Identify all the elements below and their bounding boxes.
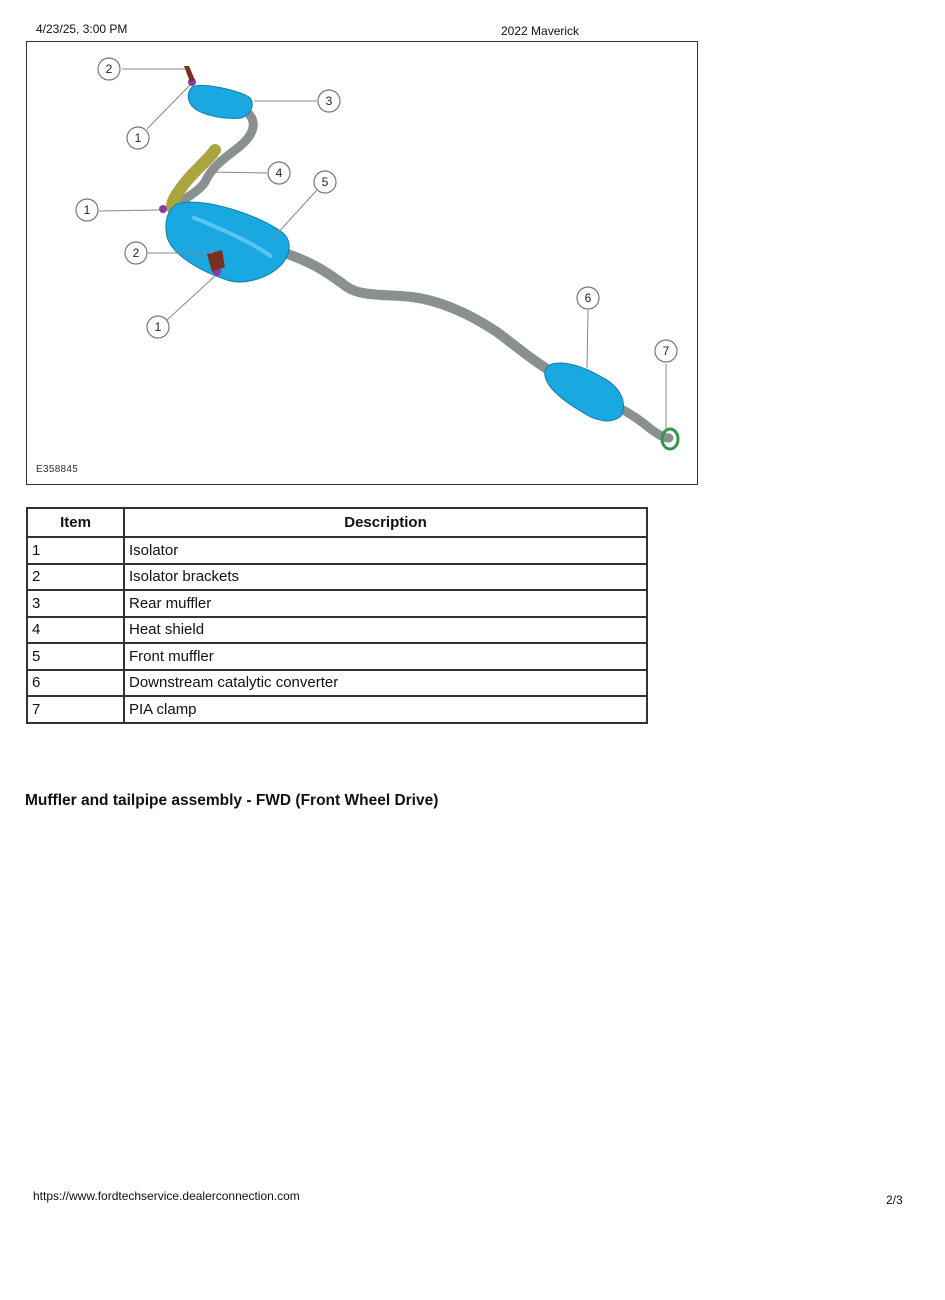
table-row <box>27 670 647 697</box>
callout-1-mid <box>76 199 98 221</box>
item-number: 1 <box>27 537 124 564</box>
item-number: 3 <box>27 590 124 617</box>
svg-text:6: 6 <box>584 291 592 305</box>
section-title: Muffler and tailpipe assembly - FWD (Front Wheel Drive) <box>25 792 439 809</box>
callout-1-bottom <box>147 316 169 338</box>
svg-text:1: 1 <box>83 203 91 217</box>
item-description: Rear muffler <box>124 590 647 617</box>
callout-6 <box>577 287 599 309</box>
svg-text:7: 7 <box>662 344 670 358</box>
callout-4 <box>268 162 290 184</box>
item-description: PIA clamp <box>124 696 647 723</box>
svg-text:2: 2 <box>132 246 140 260</box>
item-description: Isolator brackets <box>124 564 647 591</box>
item-number: 6 <box>27 670 124 697</box>
item-description: Downstream catalytic converter <box>124 670 647 697</box>
parts-table <box>26 507 648 724</box>
table-row <box>27 696 647 723</box>
tail-pipe <box>617 407 669 438</box>
item-number: 7 <box>27 696 124 723</box>
svg-text:1: 1 <box>134 131 142 145</box>
item-description: Isolator <box>124 537 647 564</box>
vehicle-title: 2022 Maverick <box>501 24 580 38</box>
item-number: 4 <box>27 617 124 644</box>
item-number: 5 <box>27 643 124 670</box>
main-pipe <box>282 252 552 372</box>
table-row <box>27 537 647 564</box>
print-datetime: 4/23/25, 3:00 PM <box>36 22 128 36</box>
item-description: Front muffler <box>124 643 647 670</box>
callout-1-top <box>127 127 149 149</box>
figure-id: E358845 <box>36 464 79 475</box>
exhaust-diagram <box>26 41 698 485</box>
svg-text:2: 2 <box>105 62 113 76</box>
catalytic-converter <box>545 363 624 421</box>
svg-text:1: 1 <box>154 320 162 334</box>
callout-2-bottom <box>125 242 147 264</box>
footer-url[interactable]: https://www.fordtechservice.dealerconnection.com <box>33 1189 300 1203</box>
front-muffler <box>166 202 289 282</box>
bracket-top <box>184 66 195 82</box>
header-item: Item <box>27 508 124 537</box>
callout-7 <box>655 340 677 362</box>
table-row <box>27 590 647 617</box>
table-header-row <box>27 508 647 537</box>
rear-muffler <box>188 85 252 118</box>
svg-text:5: 5 <box>321 175 329 189</box>
callout-2-top <box>98 58 120 80</box>
header-description: Description <box>124 508 647 537</box>
svg-text:4: 4 <box>275 166 283 180</box>
item-number: 2 <box>27 564 124 591</box>
isolator-mid <box>159 205 167 213</box>
svg-text:3: 3 <box>325 94 333 108</box>
table-row <box>27 617 647 644</box>
table-row <box>27 564 647 591</box>
callout-3 <box>318 90 340 112</box>
item-description: Heat shield <box>124 617 647 644</box>
callout-5 <box>314 171 336 193</box>
exhaust-illustration <box>27 42 699 486</box>
table-row <box>27 643 647 670</box>
page-number: 2/3 <box>886 1193 903 1207</box>
